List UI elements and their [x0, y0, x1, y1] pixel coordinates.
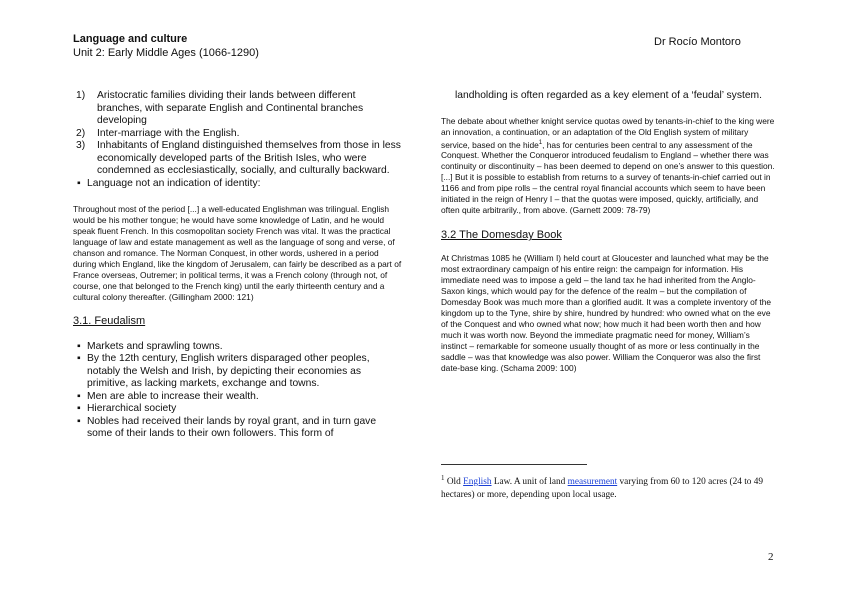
bullet-icon: ▪ [77, 415, 81, 427]
list-item: 2) Inter-marriage with the English. [76, 127, 240, 139]
footnote-number: 1 [441, 474, 445, 482]
section-heading-domesday: 3.2 The Domesday Book [441, 229, 562, 242]
footnote-marker[interactable]: 1 [538, 139, 543, 146]
numbered-list [73, 90, 403, 178]
bullet-icon: ▪ [77, 353, 81, 364]
schama-quote: At Christmas 1085 he (William I) held court at Gloucester and launched what may be the most extraordinary campaign of his entire reign: the campaign for information. His immediate need was to impose a geld – the land tax he had inherited from the Anglo-Saxon kings, which would pay for the defence of the realm – but the compilation of Domesday Book was much more than a glorified audit. It was a complete inventory of the kingdom up to the Tyne, shire by shire, hundred by hundred: who owned what on the eve of the Conquest and who owned what now; how much it had been worth then and how much it was worth now. Beyond the immediate pragmatic need for money, William’s instinct – remarkable for someone usually thought of as more or less continually in the saddle – was that knowledge was also power. William the Conqueror was also the first date-base king. (Schama 2009: 100) [441, 252, 772, 373]
left-column [73, 90, 403, 441]
list-item: ▪ Hierarchical society [77, 403, 177, 414]
identity-bullet: ▪ Language not an indication of identity: [77, 177, 261, 189]
measurement-link[interactable]: measurement [567, 477, 618, 488]
bullet-icon: ▪ [77, 177, 81, 189]
course-title: Language and culture [73, 33, 188, 45]
right-column [441, 90, 778, 374]
footnote-divider [441, 464, 587, 465]
feudalism-bullets [73, 341, 403, 441]
garnett-quote: The debate about whether knight service quotas owed by tenants-in-chief to the king were an innovation, a continuation, or an adaptation of the Old English system of military service, based on the hide$^1$, has for centuries been central to any assessment of the Conquest. Whether the Conqueror introduced feudalism to England – whether there was continuity or discontinuity – has been deemed to depend on one’s answer to this question. [...] But it is possible to establish from returns to a survey of tenants-in-chief carried out in 1166 and from pipe rolls – the central royal financial accounts which seem to have been initiated in the reign of Henry I – that the quotas were imposed, quickly, artificially, and often quite arbitrarily., from above. (Garnett 2009: 78-79) [441, 115, 775, 216]
unit-subtitle: Unit 2: Early Middle Ages (1066-1290) [73, 47, 259, 59]
bullet-icon: ▪ [77, 340, 81, 352]
gillingham-quote: Throughout most of the period [...] a well-educated Englishman was trilingual. English would be his mother tongue; he would have some knowledge of Latin, and he would speak fluent French. In this cosmopolitan society French was vital. It was the practical language of law and estate management as well as the language of song and verse, of chanson and romance. The Norman Conquest, in other words, ushered in a period during which England, like the kingdom of Jerusalem, can fairly be described as a part of France overseas, Outremer; in political terms, it was a French colony (through not, of course, one that belonged to the French king) until the early thirteenth century and a cultural colony thereafter. (Gillingham 2000: 121) [73, 204, 402, 302]
list-item: ▪ Men are able to increase their wealth. [77, 390, 259, 402]
english-link[interactable]: English [463, 477, 492, 488]
page-number: 2 [768, 551, 774, 563]
footnote: $^1$ Old English Law. A unit of land measurement varying from 60 to 120 acres (24 to 49 hectares) or more, depending upon local usage. [441, 474, 764, 501]
list-item: ▪ Nobles had received their lands by royal grant, and in turn gave some of their lands to their own followers. This form of [77, 415, 377, 439]
bullet-icon: ▪ [77, 403, 81, 414]
bullet-icon: ▪ [77, 390, 81, 402]
list-item: 1) Aristocratic families dividing their lands between different branches, with separate English and Continental branches developing [76, 90, 364, 126]
author-name: Dr Rocío Montoro [654, 36, 741, 48]
list-item: 3) Inhabitants of England distinguished themselves from those in less economically developed parts of the British Isles, who were condemned as ecclesiastically, socially, and culturally backward. [76, 140, 401, 176]
continued-bullet-text: landholding is often regarded as a key element of a ‘feudal’ system. [455, 90, 762, 101]
list-item: ▪ By the 12th century, English writers disparaged other peoples, notably the Welsh and Irish, by depicting their economies as primitive, as lacking markets, exchange and towns. [77, 353, 370, 389]
list-item: ▪ Markets and sprawling towns. [77, 340, 223, 352]
section-heading-feudalism: 3.1. Feudalism [73, 315, 146, 327]
